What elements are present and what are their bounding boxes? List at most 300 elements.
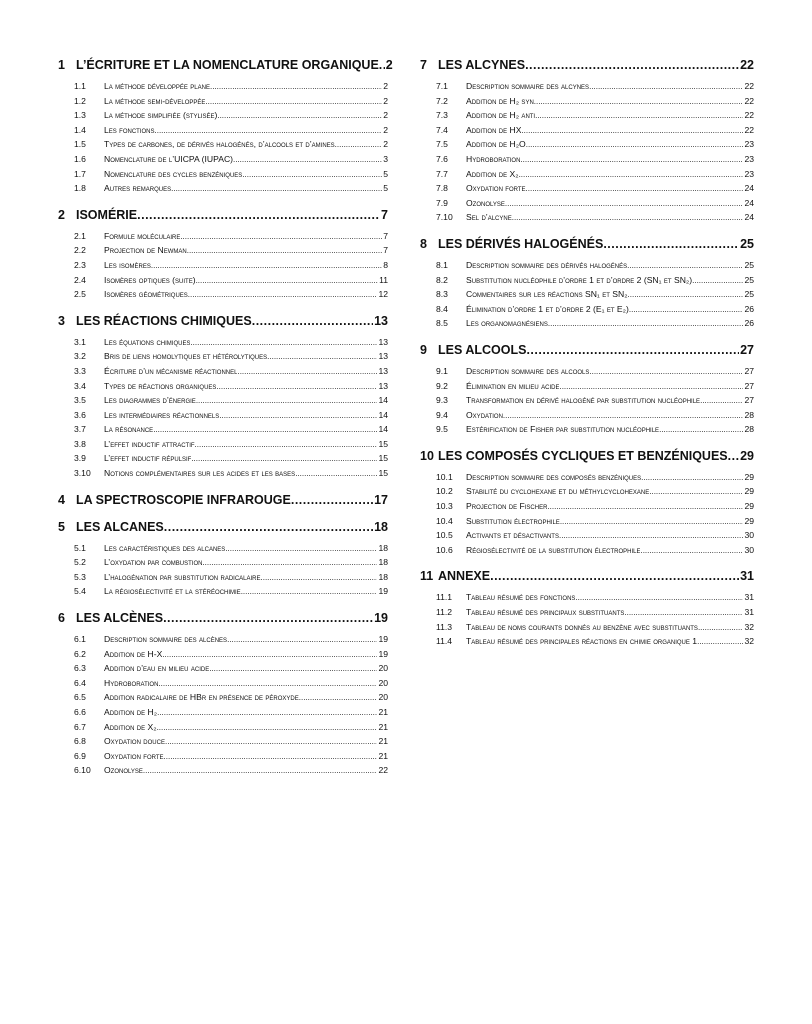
entry-page-number: 25 [744, 274, 754, 285]
chapter-heading[interactable] [58, 314, 388, 331]
entry-number: 2.3 [74, 259, 86, 270]
entry-page-number: 22 [744, 81, 754, 91]
entry-title: Oxydation [466, 409, 503, 420]
entry-title: Élimination en milieu acide [466, 380, 560, 391]
dot-leader [217, 111, 382, 120]
chapter-title: ISOMÉRIE [76, 207, 138, 222]
entry-page-number: 22 [378, 765, 388, 776]
entry-page-number: 14 [378, 409, 388, 420]
entry-title: Addition de X₂ [104, 721, 157, 732]
toc-entry[interactable] [420, 154, 754, 169]
dot-leader [700, 396, 743, 405]
toc-chapter-10 [420, 449, 754, 560]
toc-entry[interactable] [420, 501, 754, 516]
toc-entry[interactable] [420, 366, 754, 381]
dot-leader [512, 213, 744, 222]
entry-title: Ozonolyse [466, 197, 505, 208]
dot-leader [490, 569, 739, 583]
entry-title: Substitution électrophile [466, 515, 560, 526]
toc-entry[interactable] [58, 381, 388, 396]
entry-page-number: 2 [383, 110, 388, 121]
toc-entry[interactable] [420, 110, 754, 125]
dot-leader [164, 752, 378, 761]
dot-leader [202, 558, 377, 567]
entry-title: L’halogénation par substitution radicalaire [104, 571, 261, 582]
toc-entry[interactable] [58, 231, 388, 246]
chapter-heading[interactable] [58, 208, 388, 225]
entry-number: 5.4 [74, 586, 86, 597]
section-list [420, 472, 754, 560]
toc-entry[interactable] [420, 424, 754, 439]
toc-entry[interactable] [420, 139, 754, 154]
entry-title: La méthode développée plane [104, 81, 210, 91]
dot-leader [603, 237, 739, 251]
dot-leader [291, 493, 373, 507]
toc-entry[interactable] [420, 304, 754, 319]
entry-title: Estérification de Fisher par substitution nucléophile [466, 424, 660, 435]
entry-title: Projection de Fischer [466, 501, 548, 512]
toc-entry[interactable] [58, 289, 388, 304]
entry-number: 3.7 [74, 424, 86, 435]
chapter-heading[interactable] [58, 520, 388, 537]
entry-page-number: 20 [378, 692, 388, 703]
toc-entry[interactable] [420, 486, 754, 501]
entry-number: 8.3 [436, 289, 448, 300]
chapter-title: LA SPECTROSCOPIE INFRAROUGE [76, 492, 291, 507]
chapter-title: LES ALCOOLS [438, 342, 527, 357]
entry-title: Projection de Newman [104, 245, 187, 256]
chapter-number: 6 [58, 611, 65, 626]
entry-number: 6.8 [74, 736, 86, 747]
entry-page-number: 5 [383, 183, 388, 194]
dot-leader [697, 637, 743, 646]
chapter-title: LES RÉACTIONS CHIMIQUES [76, 313, 252, 328]
entry-number: 7.1 [436, 81, 448, 91]
toc-entry[interactable] [58, 395, 388, 410]
entry-title: Tableau résumé des principaux substituants [466, 607, 625, 618]
section-list [420, 260, 754, 333]
entry-number: 10.3 [436, 501, 453, 512]
entry-number: 8.4 [436, 303, 448, 314]
entry-page-number: 13 [378, 365, 388, 376]
dot-leader [629, 305, 744, 314]
dot-leader [589, 82, 743, 91]
entry-number: 5.3 [74, 571, 86, 582]
entry-title: L’effet inductif attractif [104, 438, 195, 449]
chapter-heading[interactable] [58, 493, 388, 510]
dot-leader [180, 232, 382, 241]
toc-entry[interactable] [420, 275, 754, 290]
toc-entry[interactable] [58, 110, 388, 125]
entry-page-number: 5 [383, 168, 388, 179]
dot-leader [503, 411, 744, 420]
chapter-page-number: 22 [740, 58, 754, 72]
dot-leader [237, 367, 377, 376]
toc-entry[interactable] [58, 351, 388, 366]
entry-page-number: 29 [744, 471, 754, 482]
toc-entry[interactable] [58, 765, 388, 780]
toc-entry[interactable] [420, 636, 754, 651]
toc-entry[interactable] [420, 183, 754, 198]
entry-title: Types de réactions organiques [104, 380, 217, 391]
entry-title: Addition de HX [466, 124, 522, 135]
entry-number: 11.2 [436, 607, 453, 618]
entry-number: 6.9 [74, 750, 86, 761]
entry-page-number: 28 [744, 424, 754, 435]
toc-entry[interactable] [420, 516, 754, 531]
entry-page-number: 32 [744, 621, 754, 632]
dot-leader [151, 261, 382, 270]
dot-leader [548, 319, 744, 328]
entry-title: Types de carbones, de dérivés halogénés, d’alcools et d’amines [104, 139, 335, 150]
dot-leader [158, 679, 377, 688]
entry-title: Commentaires sur les réactions SN₁ et SN₂ [466, 289, 628, 300]
toc-entry[interactable] [58, 572, 388, 587]
toc-entry[interactable] [58, 125, 388, 140]
dot-leader [559, 382, 743, 391]
dot-leader [153, 425, 377, 434]
dot-leader [209, 664, 377, 673]
entry-number: 10.4 [436, 515, 453, 526]
chapter-heading[interactable] [58, 58, 393, 75]
dot-leader [641, 473, 743, 482]
entry-page-number: 2 [383, 81, 388, 91]
chapter-number: 11 [420, 569, 434, 584]
entry-page-number: 30 [744, 530, 754, 541]
entry-title: Isomères géométriques [104, 289, 188, 300]
entry-title: Élimination d’ordre 1 et d’ordre 2 (E₁ et E₂) [466, 303, 629, 314]
entry-title: Oxydation forte [104, 750, 164, 761]
entry-number: 1.3 [74, 110, 86, 121]
entry-page-number: 24 [744, 212, 754, 223]
entry-title: Nomenclature de l’UICPA (IUPAC) [104, 153, 234, 164]
toc-chapter-5 [58, 520, 388, 601]
entry-number: 3.8 [74, 438, 86, 449]
toc-entry[interactable] [420, 169, 754, 184]
dot-leader [299, 693, 378, 702]
section-list [420, 81, 754, 227]
entry-number: 7.3 [436, 110, 448, 121]
toc-entry[interactable] [58, 245, 388, 260]
toc-entry[interactable] [58, 410, 388, 425]
entry-page-number: 27 [744, 395, 754, 406]
entry-number: 3.9 [74, 453, 86, 464]
entry-title: Description sommaire des alcènes [104, 634, 228, 645]
entry-page-number: 22 [744, 95, 754, 106]
toc-chapter-4 [58, 493, 388, 510]
entry-number: 2.4 [74, 274, 86, 285]
toc-entry[interactable] [420, 381, 754, 396]
dot-leader [171, 184, 382, 193]
entry-number: 6.10 [74, 765, 91, 776]
entry-page-number: 15 [378, 453, 388, 464]
entry-page-number: 26 [744, 303, 754, 314]
chapter-page-number: 25 [740, 236, 754, 251]
entry-number: 1.5 [74, 139, 86, 150]
entry-number: 6.7 [74, 721, 86, 732]
entry-page-number: 19 [378, 634, 388, 645]
toc-chapter-6 [58, 611, 388, 780]
toc-entry[interactable] [420, 545, 754, 560]
chapter-heading[interactable] [420, 237, 754, 254]
toc-entry[interactable] [420, 260, 754, 275]
toc-entry[interactable] [420, 592, 754, 607]
dot-leader [526, 140, 744, 149]
entry-number: 3.3 [74, 365, 86, 376]
entry-number: 9.1 [436, 365, 448, 376]
toc-entry[interactable] [58, 722, 388, 737]
dot-leader [162, 650, 377, 659]
dot-leader [195, 440, 378, 449]
dot-leader [196, 396, 378, 405]
entry-page-number: 29 [744, 515, 754, 526]
entry-number: 7.8 [436, 183, 448, 194]
entry-page-number: 23 [744, 168, 754, 179]
toc-entry[interactable] [58, 260, 388, 275]
entry-title: Description sommaire des composés benzéniques [466, 471, 642, 482]
dot-leader [547, 502, 743, 511]
entry-number: 1.6 [74, 153, 86, 164]
entry-title: Les organomagnésiens [466, 318, 548, 329]
chapter-page-number: 2 [385, 58, 393, 72]
entry-page-number: 21 [378, 707, 388, 717]
dot-leader [155, 126, 383, 135]
toc-entry[interactable] [58, 96, 388, 111]
entry-page-number: 18 [378, 557, 388, 568]
entry-number: 9.4 [436, 409, 448, 420]
entry-page-number: 21 [378, 721, 388, 732]
dot-leader [560, 517, 744, 526]
toc-entry[interactable] [58, 586, 388, 601]
toc-entry[interactable] [58, 453, 388, 468]
entry-title: Les isomères [104, 259, 151, 270]
toc-entry[interactable] [58, 736, 388, 751]
chapter-heading[interactable] [420, 449, 754, 466]
entry-page-number: 27 [744, 380, 754, 391]
dot-leader [640, 546, 743, 555]
chapter-page-number: 13 [374, 313, 388, 328]
dot-leader [196, 276, 379, 285]
toc-right-column [420, 58, 754, 661]
entry-number: 11.1 [436, 592, 453, 603]
dot-leader [575, 593, 743, 602]
dot-leader [505, 199, 744, 208]
chapter-number: 9 [420, 342, 427, 357]
toc-entry[interactable] [420, 289, 754, 304]
entry-page-number: 3 [383, 153, 388, 164]
toc-entry[interactable] [420, 607, 754, 622]
entry-page-number: 32 [744, 636, 754, 647]
entry-page-number: 24 [744, 197, 754, 208]
entry-number: 2.5 [74, 289, 86, 300]
dot-leader [188, 290, 378, 299]
toc-entry[interactable] [58, 154, 388, 169]
chapter-title: LES COMPOSÉS CYCLIQUES ET BENZÉNIQUES [438, 448, 728, 463]
dot-leader [205, 97, 382, 106]
entry-title: Description sommaire des dérivés halogénés [466, 259, 628, 270]
chapter-number: 8 [420, 236, 427, 251]
toc-entry[interactable] [420, 198, 754, 213]
entry-page-number: 24 [744, 183, 754, 194]
entry-number: 3.4 [74, 380, 86, 391]
chapter-title: ANNEXE [438, 569, 491, 584]
chapter-number: 2 [58, 207, 65, 222]
entry-page-number: 20 [378, 663, 388, 674]
toc-entry[interactable] [58, 557, 388, 572]
toc-entry[interactable] [420, 96, 754, 111]
toc-entry[interactable] [58, 634, 388, 649]
entry-title: Oxydation forte [466, 183, 526, 194]
entry-number: 9.2 [436, 380, 448, 391]
toc-entry[interactable] [58, 169, 388, 184]
toc-entry[interactable] [420, 125, 754, 140]
toc-entry[interactable] [58, 707, 388, 722]
entry-title: Régiosélectivité de la substitution électrophile [466, 544, 641, 555]
entry-number: 8.2 [436, 274, 448, 285]
toc-entry[interactable] [58, 275, 388, 290]
entry-number: 5.1 [74, 542, 86, 553]
toc-entry[interactable] [58, 468, 388, 483]
dot-leader [137, 208, 380, 222]
toc-entry[interactable] [420, 81, 754, 96]
entry-title: Addition radicalaire de HBr en présence de péroxyde [104, 692, 299, 703]
toc-entry[interactable] [420, 472, 754, 487]
chapter-heading[interactable] [420, 58, 754, 75]
entry-title: Activants et désactivants [466, 530, 559, 541]
toc-entry[interactable] [420, 622, 754, 637]
chapter-title: LES ALCYNES [438, 58, 526, 72]
toc-left-column [58, 58, 393, 790]
entry-page-number: 13 [378, 336, 388, 347]
entry-number: 7.6 [436, 153, 448, 164]
toc-entry[interactable] [58, 439, 388, 454]
dot-leader [525, 58, 739, 72]
toc-entry[interactable] [58, 649, 388, 664]
toc-entry[interactable] [58, 337, 388, 352]
toc-entry[interactable] [58, 692, 388, 707]
chapter-page-number: 31 [740, 569, 754, 584]
chapter-heading[interactable] [420, 343, 754, 360]
entry-title: La résonance [104, 424, 154, 435]
chapter-number: 4 [58, 492, 65, 507]
dot-leader [241, 587, 378, 596]
entry-page-number: 13 [378, 351, 388, 362]
entry-number: 6.4 [74, 677, 86, 688]
chapter-page-number: 18 [374, 519, 388, 534]
entry-number: 5.2 [74, 557, 86, 568]
entry-title: L’oxydation par combustion [104, 557, 203, 568]
entry-title: Addition de X₂ [466, 168, 519, 179]
toc-entry[interactable] [58, 81, 388, 96]
entry-page-number: 2 [383, 139, 388, 150]
dot-leader [692, 276, 743, 285]
entry-number: 3.5 [74, 395, 86, 406]
entry-number: 2.2 [74, 245, 86, 256]
chapter-number: 3 [58, 313, 65, 328]
dot-leader [624, 608, 743, 617]
dot-leader [728, 449, 739, 463]
toc-entry[interactable] [420, 530, 754, 545]
entry-number: 1.2 [74, 95, 86, 106]
toc-entry[interactable] [58, 183, 388, 198]
entry-title: Les diagrammes d’énergie [104, 395, 196, 406]
dot-leader [649, 487, 743, 496]
chapter-number: 7 [420, 58, 427, 72]
dot-leader [526, 343, 739, 357]
entry-page-number: 18 [378, 571, 388, 582]
chapter-page-number: 19 [374, 611, 388, 626]
entry-title: Addition de H₂ anti [466, 110, 536, 121]
entry-number: 10.2 [436, 486, 453, 497]
entry-page-number: 15 [378, 438, 388, 449]
dot-leader [335, 140, 383, 149]
entry-title: Isomères optiques (suite) [104, 274, 196, 285]
toc-entry[interactable] [420, 212, 754, 227]
entry-page-number: 25 [744, 289, 754, 300]
entry-number: 6.1 [74, 634, 86, 645]
dot-leader [219, 411, 377, 420]
entry-title: Description sommaire des alcynes [466, 81, 590, 91]
toc-entry[interactable] [420, 318, 754, 333]
entry-title: Stabilité du cyclohexane et du méthylcyclohexane [466, 486, 650, 497]
chapter-heading[interactable] [58, 611, 388, 628]
toc-entry[interactable] [420, 410, 754, 425]
entry-title: Transformation en dérivé halogéné par substitution nucléophile [466, 395, 701, 406]
entry-title: Tableau résumé des principales réactions en chimie organique 1 [466, 636, 698, 647]
chapter-title: LES ALCÈNES [76, 611, 164, 626]
dot-leader [143, 766, 378, 775]
entry-title: Hydroboration [466, 153, 521, 164]
entry-page-number: 27 [744, 365, 754, 376]
toc-entry[interactable] [58, 678, 388, 693]
toc-entry[interactable] [58, 139, 388, 154]
entry-page-number: 19 [378, 648, 388, 659]
chapter-title: L’ÉCRITURE ET LA NOMENCLATURE ORGANIQUE [76, 58, 379, 72]
entry-page-number: 20 [378, 677, 388, 688]
toc-entry[interactable] [58, 543, 388, 558]
dot-leader [242, 170, 382, 179]
toc-entry[interactable] [58, 663, 388, 678]
dot-leader [267, 352, 377, 361]
entry-title: Sel d’alcyne [466, 212, 512, 223]
dot-leader [164, 520, 373, 534]
dot-leader [233, 155, 382, 164]
dot-leader [157, 723, 378, 732]
section-list [58, 81, 388, 198]
entry-title: Addition de H-X [104, 648, 163, 659]
chapter-number: 1 [58, 58, 65, 72]
entry-title: La régiosélectivité et la stéréochimie [104, 586, 241, 597]
toc-entry[interactable] [58, 366, 388, 381]
entry-page-number: 31 [744, 607, 754, 618]
chapter-heading[interactable] [420, 569, 754, 586]
entry-page-number: 23 [744, 153, 754, 164]
entry-number: 7.10 [436, 212, 453, 223]
chapter-page-number: 29 [740, 448, 754, 463]
entry-title: Bris de liens homolytiques et hétérolytiques [104, 351, 268, 362]
toc-entry[interactable] [58, 751, 388, 766]
entry-title: Tableau de noms courants donnés au benzène avec substituants [466, 621, 698, 632]
chapter-title: LES DÉRIVÉS HALOGÉNÉS [438, 236, 604, 251]
toc-chapter-1 [58, 58, 393, 198]
entry-page-number: 2 [383, 95, 388, 106]
entry-page-number: 23 [744, 139, 754, 150]
entry-number: 9.5 [436, 424, 448, 435]
dot-leader [521, 126, 743, 135]
chapter-page-number: 17 [374, 492, 388, 507]
toc-entry[interactable] [420, 395, 754, 410]
toc-entry[interactable] [58, 424, 388, 439]
